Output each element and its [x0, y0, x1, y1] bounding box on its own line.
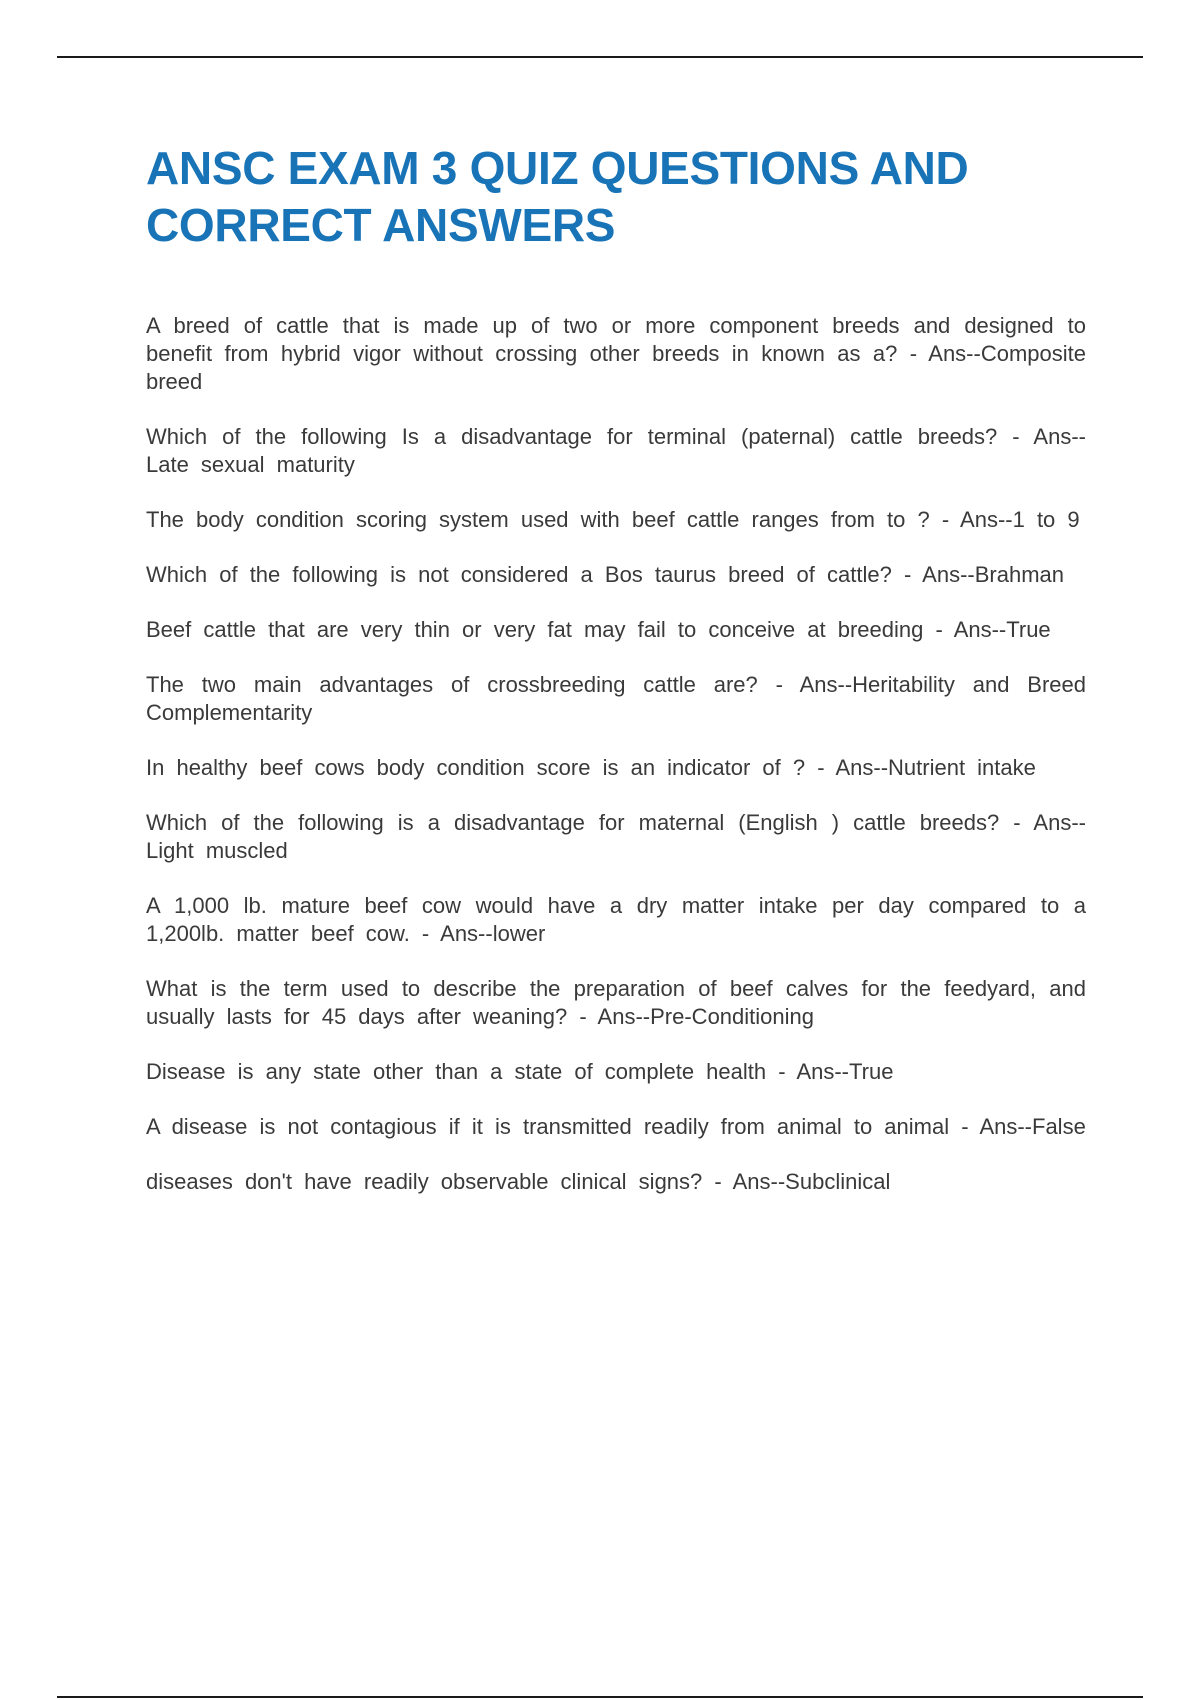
qa-item [146, 892, 1086, 948]
document-title [146, 140, 1086, 254]
top-rule [57, 56, 1143, 58]
qa-item [146, 312, 1086, 396]
bottom-rule [57, 1696, 1143, 1698]
qa-item [146, 754, 1086, 782]
qa-item [146, 1168, 1086, 1196]
qa-item [146, 561, 1086, 589]
qa-item [146, 809, 1086, 865]
qa-text: A breed of cattle that is made up of two or more component breeds and designed to benefit from hybrid vigor without crossing other breeds in known as a? - Ans--Composite breed [146, 313, 1086, 394]
qa-text: Which of the following Is a disadvantage for terminal (paternal) cattle breeds? - Ans--Late sexual maturity [146, 424, 1086, 477]
qa-text: Which of the following is not considered a Bos taurus breed of cattle? - Ans--Brahman [146, 562, 1064, 587]
qa-text: Disease is any state other than a state of complete health - Ans--True [146, 1059, 894, 1084]
qa-item [146, 616, 1086, 644]
qa-item [146, 1113, 1086, 1141]
qa-item [146, 506, 1086, 534]
qa-item [146, 1058, 1086, 1086]
qa-text: The two main advantages of crossbreeding cattle are? - Ans--Heritability and Breed Complementarity [146, 672, 1086, 725]
qa-text: In healthy beef cows body condition score is an indicator of ? - Ans--Nutrient intake [146, 755, 1036, 780]
qa-item [146, 671, 1086, 727]
title-line-2: CORRECT ANSWERS [146, 199, 616, 251]
qa-text: The body condition scoring system used with beef cattle ranges from to ? - Ans--1 to 9 [146, 507, 1080, 532]
qa-text: What is the term used to describe the preparation of beef calves for the feedyard, and usually lasts for 45 days after weaning? - Ans--Pre-Conditioning [146, 976, 1086, 1029]
qa-item [146, 423, 1086, 479]
qa-text: A disease is not contagious if it is transmitted readily from animal to animal - Ans--False [146, 1114, 1086, 1139]
qa-text: A 1,000 lb. mature beef cow would have a dry matter intake per day compared to a 1,200lb. matter beef cow. - Ans--lower [146, 893, 1086, 946]
qa-text: diseases don't have readily observable clinical signs? - Ans--Subclinical [146, 1169, 891, 1194]
question-answer-list [146, 312, 1086, 1196]
qa-text: Beef cattle that are very thin or very fat may fail to conceive at breeding - Ans--True [146, 617, 1051, 642]
document-body [146, 140, 1086, 1223]
qa-item [146, 975, 1086, 1031]
title-line-1: ANSC EXAM 3 QUIZ QUESTIONS AND [146, 142, 969, 194]
qa-text: Which of the following is a disadvantage for maternal (English ) cattle breeds? - Ans--Light muscled [146, 810, 1086, 863]
